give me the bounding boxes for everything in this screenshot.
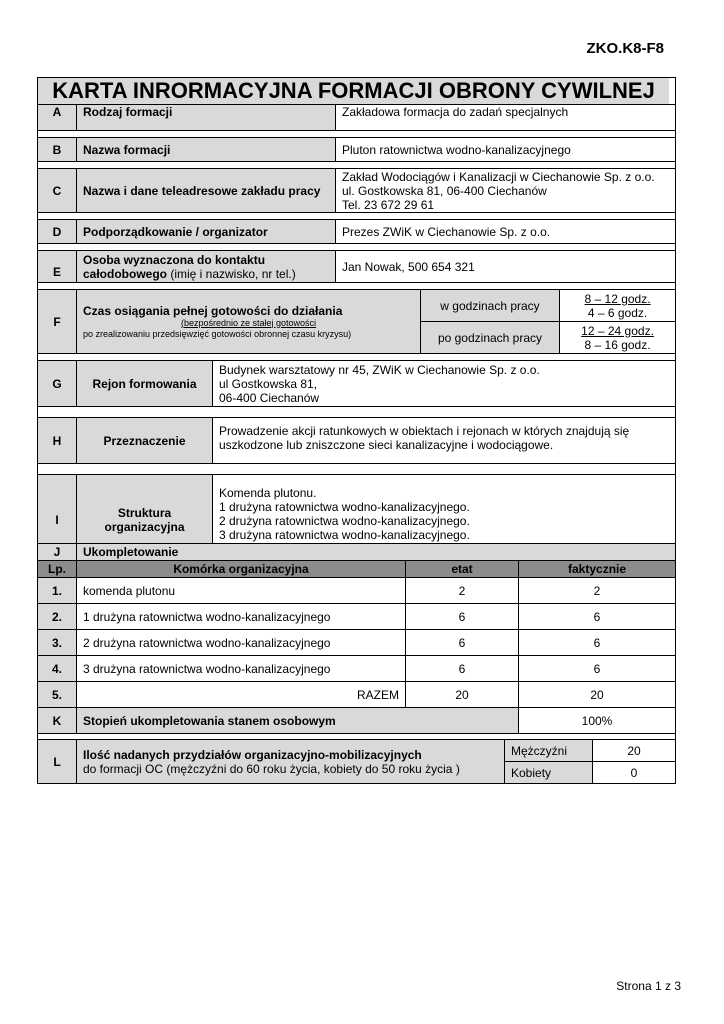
value-struktura: Komenda plutonu. 1 drużyna ratownictwa wodno-kanalizacyjnego. 2 drużyna ratownictwa wodno-kanalizacyjnego. 3 drużyna ratownictwa wodno-kanalizacyjnego. (213, 475, 676, 565)
total-lp: 5. (38, 682, 77, 708)
label-przydzialy (77, 740, 505, 784)
row-lp: 4. (38, 656, 77, 682)
row-letter-e: E (38, 251, 77, 283)
label-osoba-kontaktowa-bold: Osoba wyznaczona do kontaktu całodobowego (83, 252, 266, 281)
row-etat: 6 (406, 630, 519, 656)
value-zaklad-pracy: Zakład Wodociągów i Kanalizacji w Ciechanowie Sp. z o.o. ul. Gostkowska 81, 06-400 Ciechanów Tel. 23 672 29 61 (336, 169, 676, 213)
staffing-title: Ukompletowanie (77, 544, 676, 561)
label-nazwa-formacji: Nazwa formacji (77, 138, 336, 162)
label-przydzialy-note: do formacji OC (mężczyźni do 60 roku życia, kobiety do 50 roku życia ) (83, 761, 460, 776)
row-letter-i: I (38, 475, 77, 565)
label-przeznaczenie: Przeznaczenie (77, 418, 213, 464)
label-przydzialy-main: Ilość nadanych przydziałów organizacyjno-mobilizacyjnych (83, 747, 422, 762)
value-w-godzinach-pracy-2: 4 – 6 godz. (587, 305, 648, 320)
assignments-table (37, 739, 676, 784)
label-mezczyzni: Mężczyźni (505, 740, 593, 762)
label-czas-gotowosci-main: Czas osiągania pełnej gotowości do działania (83, 303, 343, 318)
row-letter-c: C (38, 169, 77, 213)
value-kobiety: 0 (593, 762, 676, 784)
label-osoba-kontaktowa (77, 251, 336, 283)
row-letter-d: D (38, 220, 77, 244)
label-zaklad-pracy: Nazwa i dane teleadresowe zakładu pracy (77, 169, 336, 213)
value-mezczyzni: 20 (593, 740, 676, 762)
row-komorka: 2 drużyna ratownictwa wodno-kanalizacyjnego (77, 630, 406, 656)
row-letter-l: L (38, 740, 77, 784)
card-title: KARTA INRORMACYJNA FORMACJI OBRONY CYWILNEJ (38, 78, 669, 104)
row-faktycznie: 6 (519, 656, 676, 682)
row-komorka: komenda plutonu (77, 578, 406, 604)
value-stopien-ukompletowania: 100% (519, 708, 676, 734)
row-letter-h: H (38, 418, 77, 464)
row-letter-g: G (38, 361, 77, 407)
table-row (38, 630, 676, 656)
total-label: RAZEM (77, 682, 406, 708)
row-letter-k: K (38, 708, 77, 734)
label-stopien-ukompletowania: Stopień ukompletowania stanem osobowym (77, 708, 519, 734)
row-etat: 6 (406, 656, 519, 682)
document-code: ZKO.K8-F8 (586, 40, 664, 57)
value-rodzaj-formacji: Zakładowa formacja do zadań specjalnych (336, 105, 676, 131)
label-rodzaj-formacji: Rodzaj formacji (77, 105, 336, 131)
row-komorka: 1 drużyna ratownictwa wodno-kanalizacyjnego (77, 604, 406, 630)
label-kobiety: Kobiety (505, 762, 593, 784)
row-lp: 3. (38, 630, 77, 656)
row-etat: 2 (406, 578, 519, 604)
row-letter-b: B (38, 138, 77, 162)
row-etat: 6 (406, 604, 519, 630)
total-etat: 20 (406, 682, 519, 708)
label-podporzadkowanie: Podporządkowanie / organizator (77, 220, 336, 244)
value-w-godzinach-pracy (560, 290, 676, 322)
label-rejon-formowania: Rejon formowania (77, 361, 213, 407)
label-struktura: Struktura organizacyjna (77, 475, 213, 565)
value-w-godzinach-pracy-1: 8 – 12 godz. (584, 291, 651, 306)
label-czas-gotowosci (77, 290, 421, 354)
header-komorka: Komórka organizacyjna (77, 561, 406, 578)
row-komorka: 3 drużyna ratownictwa wodno-kanalizacyjnego (77, 656, 406, 682)
label-po-godzinach-pracy: po godzinach pracy (421, 322, 560, 354)
label-czas-gotowosci-sub1: (bezpośrednio ze stałej gotowości (180, 317, 317, 328)
label-osoba-kontaktowa-note: (imię i nazwisko, nr tel.) (167, 266, 296, 281)
total-row (38, 682, 676, 708)
header-lp: Lp. (38, 561, 77, 578)
value-po-godzinach-pracy (560, 322, 676, 354)
row-lp: 1. (38, 578, 77, 604)
table-row (38, 656, 676, 682)
staffing-header-row (38, 561, 676, 578)
row-letter-f: F (38, 290, 77, 354)
row-faktycznie: 2 (519, 578, 676, 604)
total-faktycznie: 20 (519, 682, 676, 708)
value-nazwa-formacji: Pluton ratownictwa wodno-kanalizacyjnego (336, 138, 676, 162)
header-faktycznie: faktycznie (519, 561, 676, 578)
label-w-godzinach-pracy: w godzinach pracy (421, 290, 560, 322)
value-przeznaczenie: Prowadzenie akcji ratunkowych w obiektach i rejonach w których znajdują się uszkodzone lub zniszczone sieci kanalizacyjne i wodociągowe. (213, 418, 676, 464)
info-card-table (37, 77, 676, 565)
value-podporzadkowanie: Prezes ZWiK w Ciechanowie Sp. z o.o. (336, 220, 676, 244)
value-rejon-formowania: Budynek warsztatowy nr 45, ZWiK w Ciechanowie Sp. z o.o. ul Gostkowska 81, 06-400 Ciechanów (213, 361, 676, 407)
page-number: Strona 1 z 3 (616, 979, 681, 993)
value-po-godzinach-pracy-2: 8 – 16 godz. (584, 337, 651, 352)
row-letter-j: J (38, 544, 77, 561)
value-po-godzinach-pracy-1: 12 – 24 godz. (581, 323, 654, 338)
table-row (38, 604, 676, 630)
row-faktycznie: 6 (519, 604, 676, 630)
value-osoba-kontaktowa: Jan Nowak, 500 654 321 (336, 251, 676, 283)
label-czas-gotowosci-sub2: po zrealizowaniu przedsięwzięć gotowości obronnej czasu kryzysu) (83, 328, 352, 339)
row-lp: 2. (38, 604, 77, 630)
staffing-table (37, 543, 676, 740)
header-etat: etat (406, 561, 519, 578)
row-faktycznie: 6 (519, 630, 676, 656)
table-row (38, 578, 676, 604)
row-letter-a: A (38, 105, 77, 131)
